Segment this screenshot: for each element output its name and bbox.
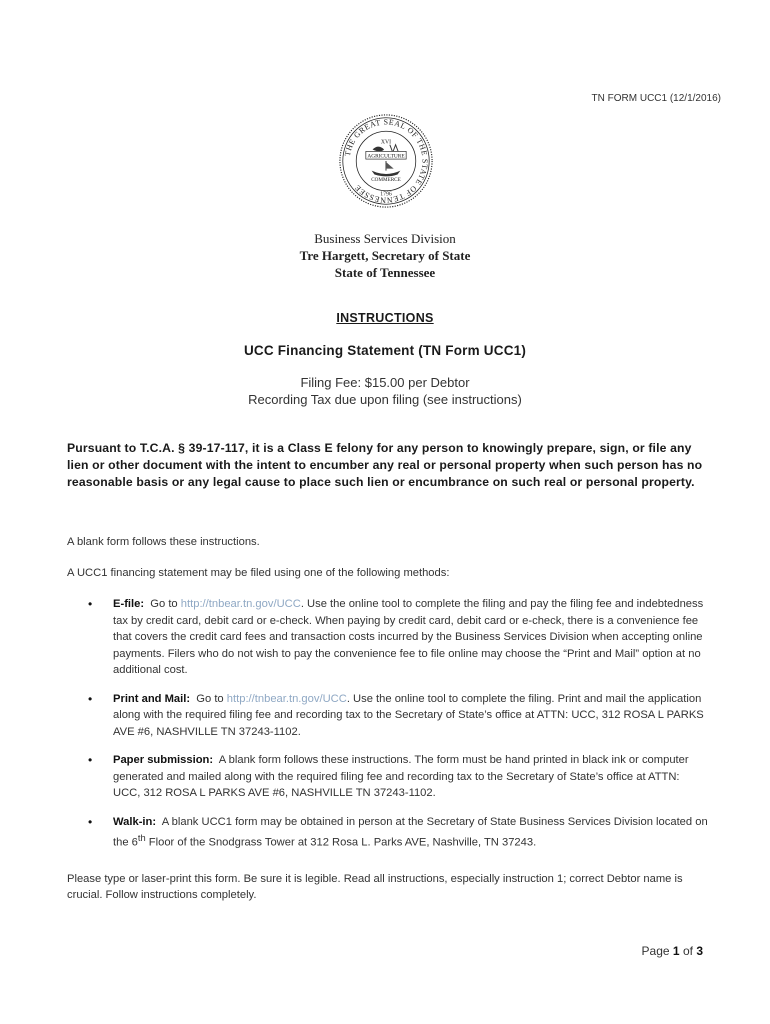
form-id: TN FORM UCC1 (12/1/2016) <box>591 93 721 104</box>
page-current: 1 <box>672 944 680 958</box>
filing-methods-list <box>88 596 708 863</box>
method-term: Print and Mail: <box>113 692 191 705</box>
list-item <box>88 752 708 802</box>
recording-tax: Recording Tax due upon filing (see instructions) <box>248 392 522 407</box>
method-text: A blank UCC1 form may be obtained in person at the Secretary of State Business Services Division located on the 6 <box>113 815 708 849</box>
final-instructions: Please type or laser-print this form. Be sure it is legible. Read all instructions, especially instruction 1; correct Debtor name is crucial. Follow instructions completely. <box>67 873 683 901</box>
method-term: Walk-in: <box>113 815 157 828</box>
page-total: 3 <box>696 944 703 958</box>
method-pre: Go to <box>150 598 178 610</box>
filing-fee: Filing Fee: $15.00 per Debtor <box>300 375 470 390</box>
seal-commerce: COMMERCE <box>371 177 401 184</box>
list-item <box>88 814 708 852</box>
bullet-icon: • <box>88 691 93 706</box>
methods-intro: A UCC1 financing statement may be filed using one of the following methods: <box>67 567 450 579</box>
method-pre: Go to <box>196 692 224 705</box>
felony-warning: Pursuant to T.C.A. § 39-17-117, it is a Class E felony for any person to knowingly prepare, sign, or file any lien or other document with the intent to encumber any real or personal property when such person has no reasonable basis or any legal cause to place such lien or encumbrance on such real or personal property. <box>67 441 703 489</box>
tnbear-link[interactable]: http://tnbear.tn.gov/UCC <box>226 692 347 705</box>
method-text: Floor of the Snodgrass Tower at 312 Rosa L. Parks AVE, Nashville, TN 37243. <box>145 836 537 849</box>
method-text: . Use the online tool to complete the filing and pay the filing fee and indebtedness tax by credit card, debit card or e-check. When paying by credit card, debit card or e-check, there is a convenience fee that covers the credit card fees and transaction costs incurred by the Business Services Division when accepting online payments. Filers who do not wish to pay the convenience fee to file online may choose the “Print and Mail” option at no additional cost. <box>113 598 704 676</box>
page-number <box>642 944 703 958</box>
seal-numeral: XVI <box>380 139 392 146</box>
secretary-name: Tre Hargett, Secretary of State <box>299 248 471 263</box>
division-name: Business Services Division <box>314 231 456 246</box>
seal-year: 1796 <box>380 191 392 198</box>
tnbear-link[interactable]: http://tnbear.tn.gov/UCC <box>180 598 301 610</box>
method-term: E-file: <box>113 598 145 610</box>
page-of: of <box>682 944 693 958</box>
fee-block <box>0 374 770 408</box>
method-text: A blank form follows these instructions. The form must be hand printed in black ink or computer generated and mailed along with the required filing fee and recording tax to the Secretary of State’s office at ATTN: UCC, 312 ROSA L PARKS AVE #6, NASHVILLE TN 37243-1102. <box>113 754 689 799</box>
blank-form-note: A blank form follows these instructions. <box>67 536 260 548</box>
form-title: UCC Financing Statement (TN Form UCC1) <box>243 343 527 358</box>
agency-header <box>0 230 770 281</box>
list-item <box>88 691 708 741</box>
bullet-icon: • <box>88 597 93 611</box>
instructions-heading: INSTRUCTIONS <box>336 311 434 325</box>
state-name: State of Tennessee <box>334 265 436 280</box>
page-label: Page <box>641 944 670 958</box>
bullet-icon: • <box>88 814 93 829</box>
ordinal-suffix: th <box>137 833 146 843</box>
method-text: . Use the online tool to complete the filing. Print and mail the application along with the required filing fee and recording tax to the Secretary of State’s office at ATTN: UCC, 312 ROSA L PARKS AVE #6, NASHVILLE TN 37243-1102. <box>113 692 704 738</box>
seal-ring-text: THE GREAT SEAL OF THE STATE OF TENNESSEE <box>342 117 430 205</box>
list-item <box>88 596 708 679</box>
tennessee-seal-icon <box>338 113 434 209</box>
seal-agriculture: AGRICULTURE <box>367 153 405 160</box>
bullet-icon: • <box>88 753 93 767</box>
method-term: Paper submission: <box>113 754 214 766</box>
